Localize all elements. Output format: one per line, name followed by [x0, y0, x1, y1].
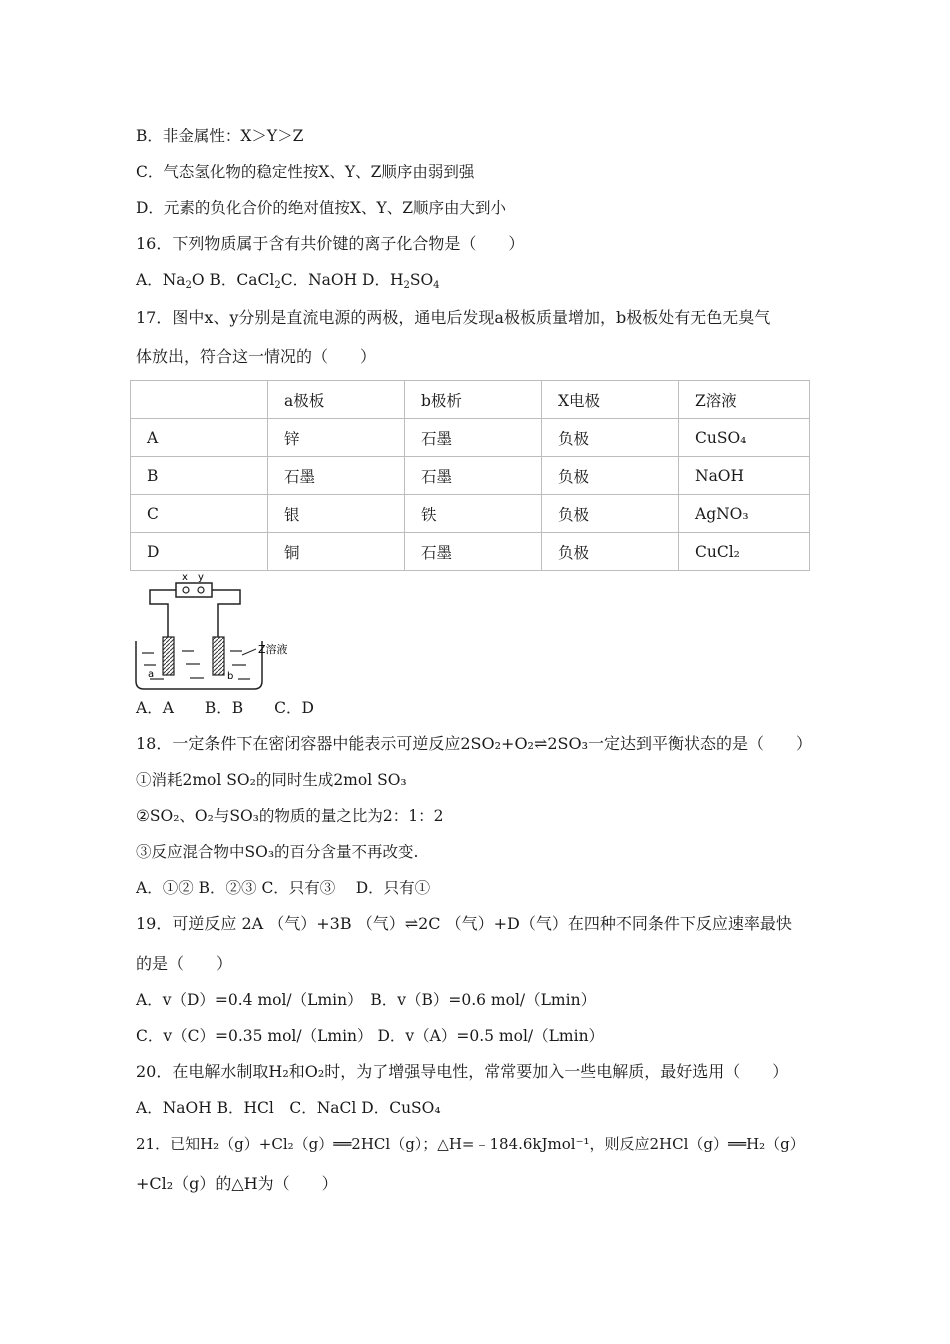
table-row: [131, 533, 810, 571]
question-19-line-2: 的是（ ）: [136, 954, 233, 973]
table-cell: 铁: [405, 495, 542, 533]
question-18-options: A．①② B．②③ C．只有③ D．只有①: [136, 879, 431, 897]
question-18-statement-1: ①消耗2mol SO₂的同时生成2mol SO₃: [136, 771, 407, 789]
electrode-b: [213, 637, 224, 675]
table-cell: AgNO₃: [679, 495, 810, 533]
question-18-statement-2: ②SO₂、O₂与SO₃的物质的量之比为2：1：2: [136, 807, 444, 825]
label-x: x: [182, 572, 188, 583]
table-cell: 铜: [268, 533, 405, 571]
table-row: [131, 419, 810, 457]
question-19-line-1: 19．可逆反应 2A （气）+3B （气）⇌2C （气）+D（气）在四种不同条件下反应速率最快: [136, 914, 792, 933]
electrolysis-table: [130, 380, 810, 571]
question-18: 18．一定条件下在密闭容器中能表示可逆反应2SO₂+O₂⇌2SO₃一定达到平衡状态的是（ ）: [136, 734, 813, 753]
question-17-line-1: 17．图中x、y分别是直流电源的两极，通电后发现a极板质量增加，b极板处有无色无臭气: [136, 308, 771, 327]
pointer-line: [242, 649, 256, 655]
wire-right: [212, 590, 240, 637]
table-cell: 石墨: [405, 533, 542, 571]
question-17-options: A．A B．B C．D: [136, 699, 314, 717]
question-21-line-1: 21．已知H₂（g）+Cl₂（g）══2HCl（g）；△H=﹣184.6kJmol⁻¹，则反应2HCl（g）══H₂（g）: [136, 1135, 805, 1153]
question-16: 16．下列物质属于含有共价键的离子化合物是（ ）: [136, 234, 525, 253]
table-header-cell: X电极: [542, 381, 679, 419]
label-y: y: [198, 572, 204, 583]
label-b: b: [227, 671, 234, 682]
table-cell: CuSO₄: [679, 419, 810, 457]
table-header-cell: [131, 381, 268, 419]
question-21-line-2: +Cl₂（g）的△H为（ ）: [136, 1174, 338, 1193]
table-header-cell: Z溶液: [679, 381, 810, 419]
table-cell: D: [131, 533, 268, 571]
power-source-box: [176, 583, 212, 597]
table-cell: CuCl₂: [679, 533, 810, 571]
table-cell: B: [131, 457, 268, 495]
option-d-negative-valence: D．元素的负化合价的绝对值按X、Y、Z顺序由大到小: [136, 199, 506, 217]
electrolysis-cell-diagram: [130, 571, 300, 693]
table-cell: 负极: [542, 495, 679, 533]
table-cell: 石墨: [268, 457, 405, 495]
table-cell: 银: [268, 495, 405, 533]
label-a: a: [148, 669, 155, 680]
table-row: [131, 457, 810, 495]
table-header-cell: b极析: [405, 381, 542, 419]
option-b-nonmetal: B．非金属性：X＞Y＞Z: [136, 127, 304, 145]
question-18-statement-3: ③反应混合物中SO₃的百分含量不再改变.: [136, 843, 419, 861]
table-row: [131, 495, 810, 533]
solution-dashes: [142, 651, 250, 679]
wire-left: [150, 590, 176, 637]
question-16-options: A．$Na_2O$ B．CaCl$_2$C．NaOH D．$H_2SO_4$: [136, 271, 440, 291]
table-cell: 负极: [542, 533, 679, 571]
electrode-a: [163, 637, 174, 675]
table-cell: NaOH: [679, 457, 810, 495]
table-cell: 石墨: [405, 419, 542, 457]
question-20-options: A．NaOH B．HCl C．NaCl D．CuSO₄: [136, 1099, 441, 1117]
table-cell: 锌: [268, 419, 405, 457]
table-cell: 石墨: [405, 457, 542, 495]
question-17-line-2: 体放出，符合这一情况的（ ）: [136, 347, 377, 366]
table-cell: 负极: [542, 419, 679, 457]
table-header-row: [131, 381, 810, 419]
table-cell: A: [131, 419, 268, 457]
table-cell: C: [131, 495, 268, 533]
question-20: 20．在电解水制取H₂和O₂时，为了增强导电性，常常要加入一些电解质，最好选用（ ）: [136, 1062, 789, 1081]
table-cell: 负极: [542, 457, 679, 495]
label-z-solution: Z溶液: [258, 643, 288, 656]
question-19-options-ab: A．v（D）=0.4 mol/（Lmin） B．v（B）=0.6 mol/（Lmin）: [136, 991, 597, 1009]
option-c-hydride-stability: C．气态氢化物的稳定性按X、Y、Z顺序由弱到强: [136, 163, 475, 181]
question-19-options-cd: C．v（C）=0.35 mol/（Lmin） D．v（A）=0.5 mol/（Lmin）: [136, 1027, 605, 1045]
table-header-cell: a极板: [268, 381, 405, 419]
